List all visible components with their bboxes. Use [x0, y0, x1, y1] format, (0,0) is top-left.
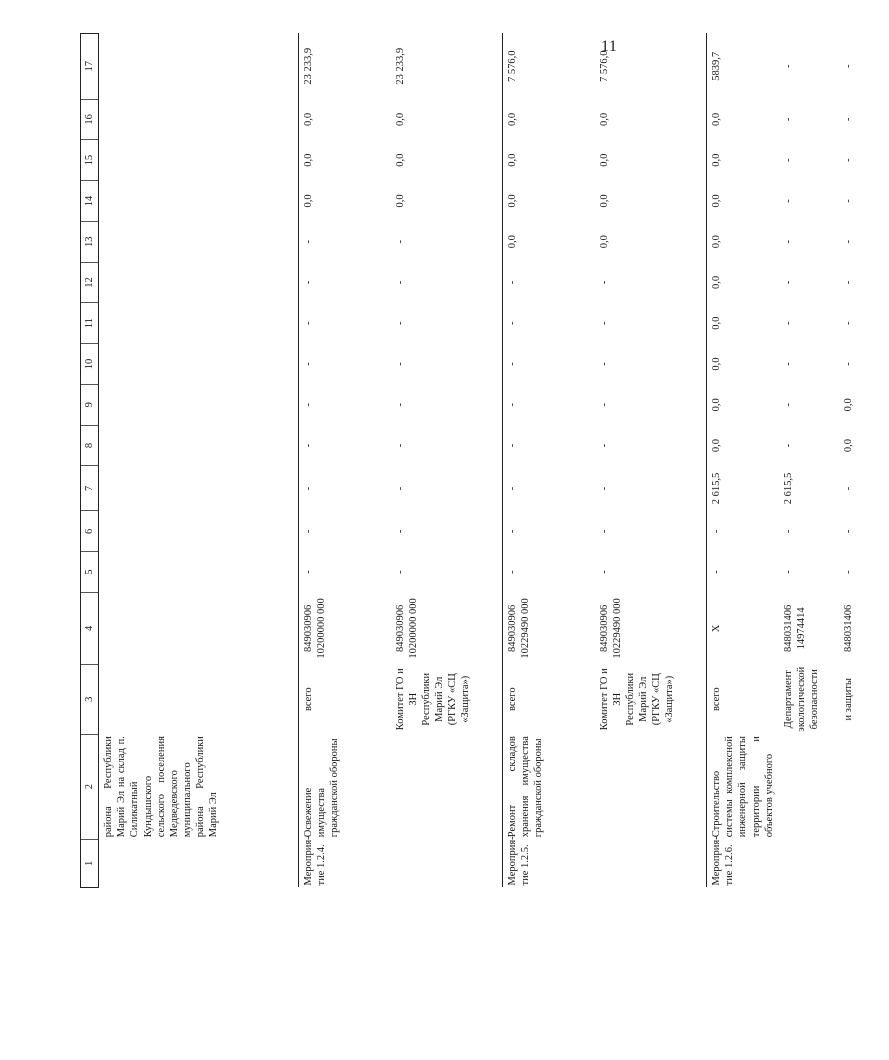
value-cell: [99, 552, 299, 593]
value-cell: -: [842, 280, 854, 285]
value-cell: [99, 181, 299, 222]
budget-code-cell: X: [707, 592, 779, 664]
value-cell: -: [842, 199, 854, 203]
value-cell: -: [782, 403, 794, 407]
budget-code-cell: 849030906 10200000 000: [299, 592, 391, 664]
measure-name-cell: [391, 734, 503, 839]
column-header: 8: [81, 425, 99, 466]
column-number-header: [81, 34, 99, 888]
value-cell: -: [782, 117, 794, 122]
value-cell: -: [842, 570, 854, 574]
table-row: [839, 34, 889, 888]
measure-name-cell: Строительство системы комплексной инженерной защиты территории и объектов учебного: [707, 734, 779, 839]
program-table: [80, 33, 889, 888]
value-cell: -: [782, 529, 794, 534]
responsible-cell: [99, 664, 299, 734]
value-cell: 0,0: [503, 140, 595, 181]
column-header: 4: [81, 592, 99, 664]
value-cell: -: [394, 362, 406, 366]
value-cell: -: [842, 117, 854, 122]
table-row: [503, 34, 595, 888]
column-header: 11: [81, 303, 99, 344]
value-cell: [99, 384, 299, 425]
value-cell: -: [782, 158, 794, 162]
measure-name-cell: Ремонт складов хранения имущества гражданской обороны: [503, 734, 595, 839]
value-cell: 5839,7: [707, 34, 779, 100]
value-cell: -: [842, 158, 854, 162]
value-cell: -: [503, 511, 595, 552]
measure-id-cell: [839, 839, 889, 887]
column-header: 7: [81, 466, 99, 511]
value-cell: -: [598, 486, 610, 491]
column-header: 17: [81, 34, 99, 100]
value-cell: [99, 466, 299, 511]
value-cell: 0,0: [707, 344, 779, 385]
value-cell: -: [598, 280, 610, 285]
value-cell: -: [842, 486, 854, 491]
column-header: 3: [81, 664, 99, 734]
table-row: [391, 34, 503, 888]
column-header: 12: [81, 262, 99, 303]
measure-id-cell: Мероприя-тие 1.2.4.: [299, 839, 391, 887]
value-cell: -: [299, 425, 391, 466]
value-cell: [99, 221, 299, 262]
value-cell: [99, 344, 299, 385]
measure-name-cell: [779, 734, 839, 839]
budget-code-cell: [99, 592, 299, 664]
value-cell: -: [842, 362, 854, 366]
value-cell: -: [299, 221, 391, 262]
measure-name-cell: Освежение имущества гражданской обороны: [299, 734, 391, 839]
rotated-page: [80, 33, 854, 888]
value-cell: 0,0: [842, 398, 854, 412]
value-cell: -: [394, 486, 406, 491]
value-cell: -: [299, 262, 391, 303]
value-cell: 0,0: [707, 99, 779, 140]
measure-name-cell: [595, 734, 707, 839]
value-cell: 0,0: [394, 112, 406, 126]
value-cell: 0,0: [394, 194, 406, 208]
value-cell: 0,0: [598, 153, 610, 167]
value-cell: -: [707, 511, 779, 552]
value-cell: -: [299, 511, 391, 552]
responsible-cell: всего: [707, 664, 779, 734]
value-cell: -: [782, 199, 794, 203]
budget-code-cell: 848031406: [842, 604, 854, 653]
responsible-cell: и защиты: [842, 678, 854, 721]
budget-code-cell: 849030906 10229490 000: [598, 598, 623, 659]
value-cell: -: [782, 280, 794, 285]
value-cell: -: [598, 529, 610, 534]
value-cell: 2 615,5: [782, 472, 794, 505]
measure-id-cell: Мероприя-тие 1.2.6.: [707, 839, 779, 887]
value-cell: [99, 511, 299, 552]
value-cell: -: [394, 403, 406, 407]
value-cell: -: [707, 552, 779, 593]
value-cell: -: [782, 362, 794, 366]
value-cell: -: [598, 403, 610, 407]
value-cell: -: [782, 239, 794, 244]
page-number: 11: [601, 38, 618, 55]
value-cell: 23 233,9: [299, 34, 391, 100]
value-cell: 2 615,5: [707, 466, 779, 511]
value-cell: 0,0: [598, 194, 610, 208]
value-cell: -: [842, 529, 854, 534]
value-cell: 0,0: [503, 221, 595, 262]
column-header: 10: [81, 344, 99, 385]
value-cell: -: [503, 466, 595, 511]
column-header: 13: [81, 221, 99, 262]
column-header: 1: [81, 839, 99, 887]
value-cell: [99, 303, 299, 344]
measure-id-cell: [595, 839, 707, 887]
table-row: [299, 34, 391, 888]
value-cell: 7 576,0: [503, 34, 595, 100]
column-header: 6: [81, 511, 99, 552]
measure-id-cell: [391, 839, 503, 887]
responsible-cell: Комитет ГО и ЗН Республики Марий Эл (РГКУ «СЦ «Защита»): [394, 668, 472, 731]
value-cell: 0,0: [299, 99, 391, 140]
value-cell: -: [394, 280, 406, 285]
value-cell: -: [503, 303, 595, 344]
value-cell: [99, 34, 299, 100]
value-cell: -: [598, 443, 610, 448]
value-cell: [99, 140, 299, 181]
value-cell: -: [394, 570, 406, 574]
value-cell: -: [842, 239, 854, 244]
value-cell: 7 576,0: [598, 50, 610, 83]
value-cell: -: [299, 552, 391, 593]
responsible-cell: всего: [503, 664, 595, 734]
measure-name-cell: [839, 734, 889, 839]
value-cell: 0,0: [598, 235, 610, 249]
value-cell: -: [842, 64, 854, 69]
value-cell: -: [842, 321, 854, 325]
measure-id-cell: [779, 839, 839, 887]
column-header: 16: [81, 99, 99, 140]
value-cell: -: [299, 384, 391, 425]
table-row: [99, 34, 299, 888]
value-cell: 0,0: [503, 181, 595, 222]
table-row: [779, 34, 839, 888]
value-cell: -: [503, 425, 595, 466]
value-cell: 0,0: [707, 384, 779, 425]
value-cell: -: [299, 466, 391, 511]
column-header: 5: [81, 552, 99, 593]
value-cell: 23 233,9: [394, 47, 406, 85]
responsible-cell: всего: [299, 664, 391, 734]
value-cell: 0,0: [299, 181, 391, 222]
value-cell: 0,0: [503, 99, 595, 140]
value-cell: -: [782, 570, 794, 574]
value-cell: -: [598, 321, 610, 325]
value-cell: -: [598, 570, 610, 574]
value-cell: 0,0: [707, 303, 779, 344]
value-cell: -: [782, 64, 794, 69]
value-cell: -: [782, 443, 794, 448]
responsible-cell: Комитет ГО и ЗН Республики Марий Эл (РГКУ «СЦ «Защита»): [598, 668, 676, 731]
value-cell: -: [503, 384, 595, 425]
value-cell: -: [782, 321, 794, 325]
budget-code-cell: 848031406 14974414: [782, 604, 807, 653]
value-cell: 0,0: [707, 140, 779, 181]
budget-code-cell: 849030906 10229490 000: [503, 592, 595, 664]
value-cell: [99, 262, 299, 303]
value-cell: 0,0: [707, 262, 779, 303]
value-cell: -: [394, 239, 406, 244]
table-row: [595, 34, 707, 888]
value-cell: -: [394, 321, 406, 325]
value-cell: 0,0: [842, 438, 854, 453]
value-cell: 0,0: [598, 112, 610, 126]
measure-id-cell: [99, 839, 299, 887]
value-cell: -: [503, 262, 595, 303]
value-cell: 0,0: [707, 221, 779, 262]
value-cell: -: [299, 303, 391, 344]
value-cell: 0,0: [299, 140, 391, 181]
value-cell: -: [503, 552, 595, 593]
value-cell: 0,0: [707, 425, 779, 466]
value-cell: [99, 425, 299, 466]
value-cell: -: [394, 529, 406, 534]
value-cell: -: [598, 362, 610, 366]
column-header: 14: [81, 181, 99, 222]
value-cell: 0,0: [394, 153, 406, 167]
value-cell: [99, 99, 299, 140]
value-cell: -: [503, 344, 595, 385]
responsible-cell: Департамент экологической безопасности: [782, 666, 820, 732]
value-cell: 0,0: [707, 181, 779, 222]
budget-code-cell: 849030906 10200000 000: [394, 598, 419, 659]
column-header: 9: [81, 384, 99, 425]
measure-name-cell: района Республики Марий Эл на склад п. Силикатный Кундышского сельского поселения Медведевского муниципального района Республики Марий Эл: [99, 734, 299, 839]
column-header: 15: [81, 140, 99, 181]
value-cell: -: [299, 344, 391, 385]
table-row: [707, 34, 779, 888]
column-header: 2: [81, 734, 99, 839]
value-cell: -: [394, 443, 406, 448]
measure-id-cell: Мероприя-тие 1.2.5.: [503, 839, 595, 887]
